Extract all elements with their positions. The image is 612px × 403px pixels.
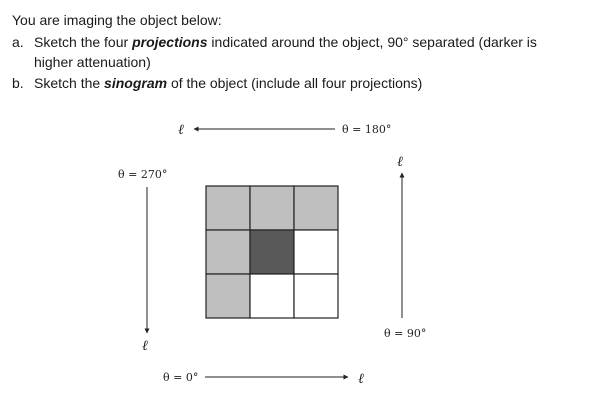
ell-label-bottom: ℓ xyxy=(358,371,364,387)
ell-label-top: ℓ xyxy=(178,122,184,138)
angle-label-bottom: θ = 0° xyxy=(163,371,199,384)
item-b-emphasis: sinogram xyxy=(104,75,168,91)
grid-cell-1-2 xyxy=(294,230,338,274)
item-a-marker: a. xyxy=(12,34,24,50)
angle-label-top: θ = 180° xyxy=(342,123,392,136)
grid-cell-1-0 xyxy=(206,230,250,274)
grid-cell-1-1 xyxy=(250,230,294,274)
grid-cell-0-0 xyxy=(206,186,250,230)
item-a-text-after: indicated around the object, 90° separated (darker is xyxy=(207,34,537,50)
item-a-text-before: Sketch the four xyxy=(34,34,133,50)
item-a-emphasis: projections xyxy=(132,34,208,50)
angle-label-left: θ = 270° xyxy=(118,168,168,181)
item-b-text-after: of the object (include all four projections) xyxy=(167,75,423,91)
grid-cell-2-0 xyxy=(206,274,250,318)
item-a-continuation: higher attenuation) xyxy=(34,54,151,70)
intro-text: You are imaging the object below: xyxy=(12,12,222,28)
grid-cell-2-1 xyxy=(250,274,294,318)
ell-label-left: ℓ xyxy=(142,338,148,354)
object-grid xyxy=(206,186,338,318)
item-b-marker: b. xyxy=(12,75,24,91)
angle-label-right: θ = 90° xyxy=(384,327,427,340)
item-b-text-before: Sketch the xyxy=(34,75,105,91)
ell-label-right: ℓ xyxy=(397,154,403,170)
grid-cell-0-1 xyxy=(250,186,294,230)
grid-cell-2-2 xyxy=(294,274,338,318)
grid-cell-0-2 xyxy=(294,186,338,230)
